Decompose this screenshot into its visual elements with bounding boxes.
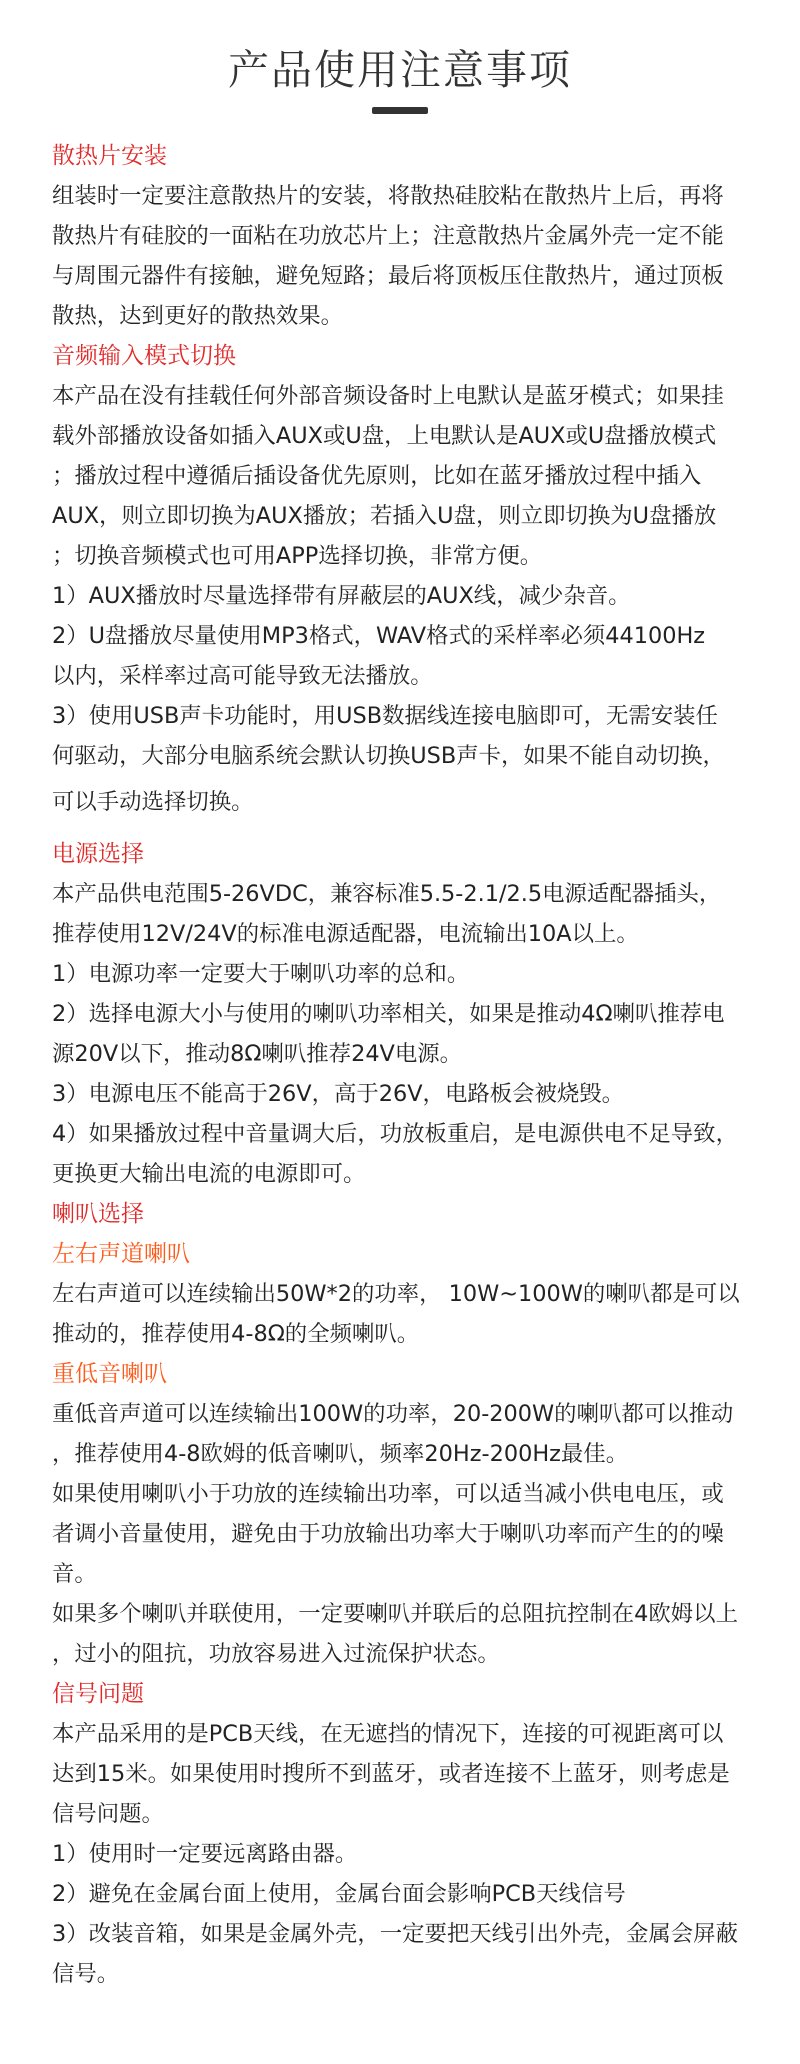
section: [52, 136, 780, 336]
text-line: 本产品在没有挂载任何外部音频设备时上电默认是蓝牙模式；如果挂: [52, 383, 724, 409]
text-line: ；播放过程中遵循后插设备优先原则，比如在蓝牙播放过程中插入: [52, 463, 702, 489]
paragraph: [52, 1874, 780, 1914]
paragraph: [52, 576, 780, 616]
text-line: 2）U盘播放尽量使用MP3格式，WAV格式的采样率必须44100Hz: [52, 623, 706, 649]
text-line: 可以手动选择切换。: [52, 789, 254, 815]
text-line: 音。: [52, 1561, 97, 1587]
text-line: ，过小的阻抗，功放容易进入过流保护状态。: [52, 1641, 500, 1667]
section: [52, 1354, 780, 1674]
section-heading: 喇叭选择: [52, 1201, 144, 1227]
section-heading: 重低音喇叭: [52, 1361, 167, 1387]
paragraph: [52, 874, 780, 954]
text-line: 1）电源功率一定要大于喇叭功率的总和。: [52, 961, 470, 987]
text-line: 信号问题。: [52, 1801, 164, 1827]
text-line: AUX，则立即切换为AUX播放；若插入U盘，则立即切换为U盘播放: [52, 503, 717, 529]
text-line: 3）改装音箱，如果是金属外壳，一定要把天线引出外壳，金属会屏蔽: [52, 1921, 738, 1947]
paragraph: [52, 376, 780, 576]
section: [52, 1194, 780, 1234]
text-line: 与周围元器件有接触，避免短路；最后将顶板压住散热片，通过顶板: [52, 263, 724, 289]
page-title: 产品使用注意事项: [228, 46, 572, 94]
document-content: [52, 136, 780, 1994]
title-underline: [372, 107, 428, 114]
text-line: 2）选择电源大小与使用的喇叭功率相关，如果是推动4Ω喇叭推荐电: [52, 1001, 725, 1027]
section: [52, 1674, 780, 1994]
section-heading: 左右声道喇叭: [52, 1241, 190, 1267]
text-line: 何驱动，大部分电脑系统会默认切换USB声卡，如果不能自动切换，: [52, 743, 725, 769]
section: [52, 834, 780, 1194]
section-heading: 信号问题: [52, 1681, 144, 1707]
text-line: 3）使用USB声卡功能时，用USB数据线连接电脑即可，无需安装任: [52, 703, 718, 729]
text-line: 达到15米。如果使用时搜所不到蓝牙，或者连接不上蓝牙，则考虑是: [52, 1761, 730, 1787]
paragraph: [52, 1114, 780, 1194]
text-line: 1）AUX播放时尽量选择带有屏蔽层的AUX线，减少杂音。: [52, 583, 631, 609]
paragraph: [52, 1474, 780, 1594]
text-line: 左右声道可以连续输出50W*2的功率， 10W~100W的喇叭都是可以: [52, 1281, 740, 1307]
text-line: 推动的，推荐使用4-8Ω的全频喇叭。: [52, 1321, 420, 1347]
paragraph: [52, 1074, 780, 1114]
text-line: 2）避免在金属台面上使用，金属台面会影响PCB天线信号: [52, 1881, 626, 1907]
text-line: 3）电源电压不能高于26V，高于26V，电路板会被烧毁。: [52, 1081, 625, 1107]
paragraph: [52, 176, 780, 336]
text-line: 散热片有硅胶的一面粘在功放芯片上；注意散热片金属外壳一定不能: [52, 223, 724, 249]
text-line: 如果使用喇叭小于功放的连续输出功率，可以适当减小供电电压，或: [52, 1481, 724, 1507]
text-line: 推荐使用12V/24V的标准电源适配器，电流输出10A以上。: [52, 921, 639, 947]
paragraph: [52, 616, 780, 696]
text-line: 组装时一定要注意散热片的安装，将散热硅胶粘在散热片上后，再将: [52, 183, 724, 209]
text-line: 源20V以下，推动8Ω喇叭推荐24V电源。: [52, 1041, 463, 1067]
text-line: 以内，采样率过高可能导致无法播放。: [52, 663, 433, 689]
text-line: 4）如果播放过程中音量调大后，功放板重启，是电源供电不足导致，: [52, 1121, 738, 1147]
section: [52, 336, 780, 822]
text-line: 载外部播放设备如插入AUX或U盘，上电默认是AUX或U盘播放模式: [52, 423, 717, 449]
paragraph: [52, 1394, 780, 1474]
paragraph: [52, 954, 780, 994]
text-line: 散热，达到更好的散热效果。: [52, 303, 344, 329]
paragraph: [52, 1834, 780, 1874]
paragraph: [52, 696, 780, 822]
section-heading: 电源选择: [52, 841, 144, 867]
text-line: ；切换音频模式也可用APP选择切换，非常方便。: [52, 543, 543, 569]
paragraph: [52, 994, 780, 1074]
paragraph: [52, 1714, 780, 1834]
text-line: 者调小音量使用，避免由于功放输出功率大于喇叭功率而产生的的噪: [52, 1521, 724, 1547]
paragraph: [52, 1594, 780, 1674]
text-line: 信号。: [52, 1961, 120, 1987]
text-line: 本产品供电范围5-26VDC，兼容标准5.5-2.1/2.5电源适配器插头，: [52, 881, 722, 907]
paragraph: [52, 1914, 780, 1994]
text-line: 如果多个喇叭并联使用，一定要喇叭并联后的总阻抗控制在4欧姆以上: [52, 1601, 738, 1627]
text-line: 更换更大输出电流的电源即可。: [52, 1161, 366, 1187]
section: [52, 1234, 780, 1354]
text-line: 重低音声道可以连续输出100W的功率，20-200W的喇叭都可以推动: [52, 1401, 734, 1427]
section-heading: 散热片安装: [52, 143, 167, 169]
section-heading: 音频输入模式切换: [52, 343, 236, 369]
text-line: 本产品采用的是PCB天线，在无遮挡的情况下，连接的可视距离可以: [52, 1721, 724, 1747]
text-line: 1）使用时一定要远离路由器。: [52, 1841, 358, 1867]
text-line: ，推荐使用4-8欧姆的低音喇叭，频率20Hz-200Hz最佳。: [52, 1441, 629, 1467]
paragraph: [52, 1274, 780, 1354]
